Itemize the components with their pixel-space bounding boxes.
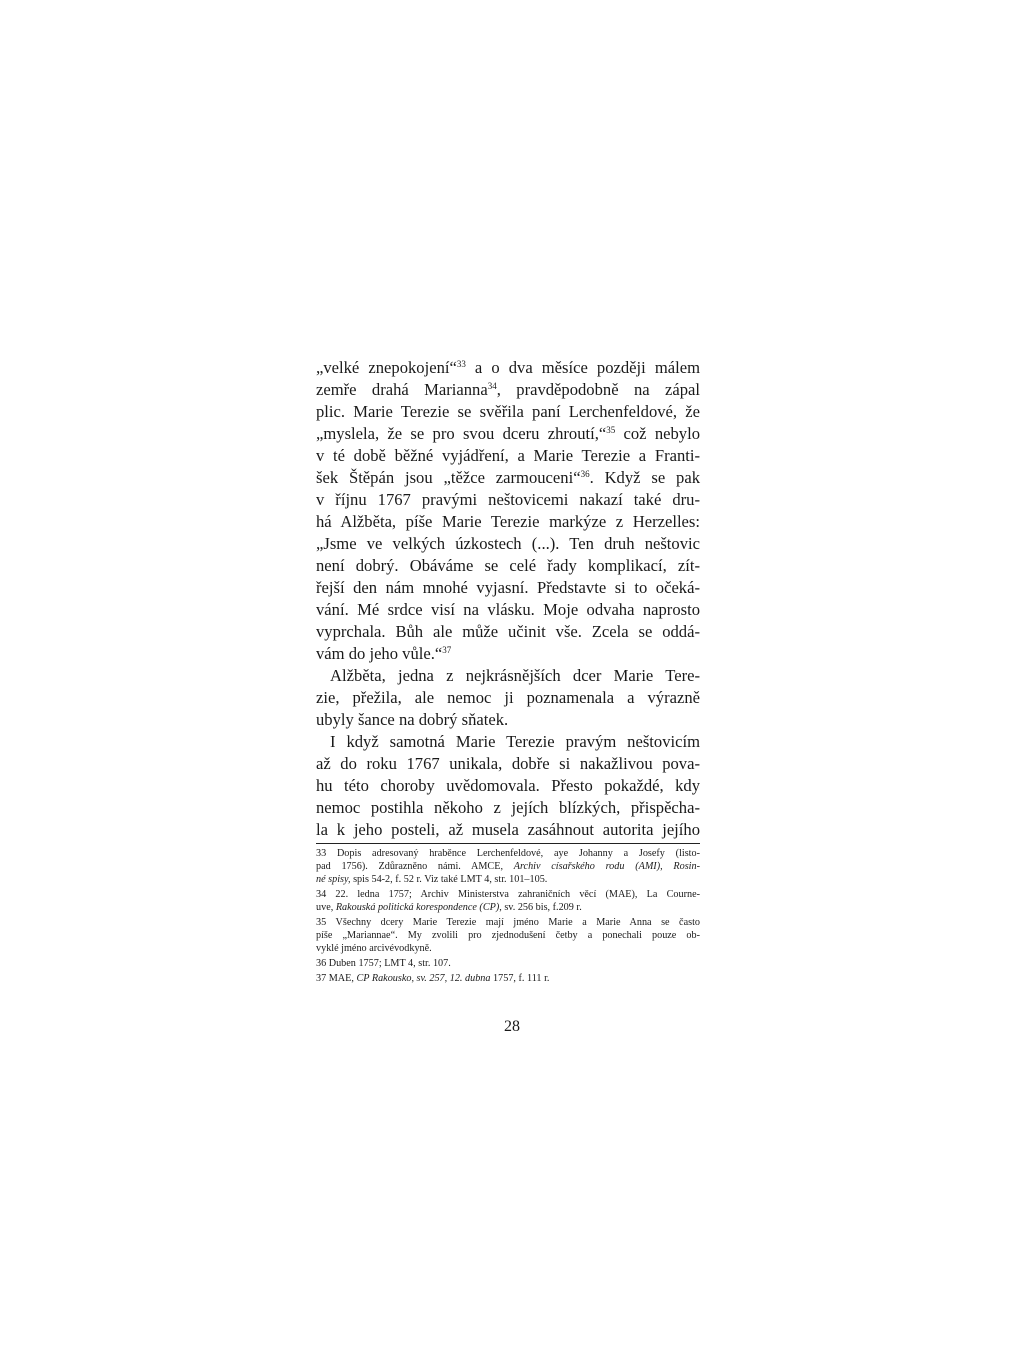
body-line: řejší den nám mnohé vyjasní. Představte si to očeká- (316, 578, 700, 597)
body-line: až do roku 1767 unikala, dobře si nakažlivou pova- (316, 754, 700, 773)
footnote-36: 36 Duben 1757; LMT 4, str. 107. (316, 958, 451, 969)
body-line: há Alžběta, píše Marie Terezie markýze z Herzelles: (316, 512, 700, 531)
footnotes (316, 847, 700, 985)
body-line: zie, přežila, ale nemoc ji poznamenala a výrazně (316, 688, 700, 707)
body-line: v říjnu 1767 pravými neštovicemi nakazí také dru- (316, 490, 700, 509)
body-line: není dobrý. Obáváme se celé řady komplikací, zít- (316, 556, 700, 575)
body-text (316, 357, 700, 841)
body-line: vání. Mé srdce visí na vlásku. Moje odvaha naprosto (316, 600, 700, 619)
body-line: vyprchala. Bůh ale může učinit vše. Zcela se oddá- (316, 622, 700, 641)
body-line: vám do jeho vůle.“$^{37}$ (316, 644, 452, 663)
footnote-35: 35 Všechny dcery Marie Terezie mají jméno Marie a Marie Anna se často píše „Mariannae“. My zvolili pro zjednodušení četby a ponechali pouze ob- vyklé jméno arcivévodkyně. (316, 917, 700, 954)
body-line: plic. Marie Terezie se svěřila paní Lerchenfeldové, že (316, 402, 700, 421)
footnote-ref-35[interactable]: 35 (606, 425, 616, 435)
footnote-ref-37[interactable]: 37 (442, 645, 452, 655)
footnote-ref-36[interactable]: 36 (580, 469, 590, 479)
body-line: v té době běžné vyjádření, a Marie Terezie a Franti- (316, 446, 700, 465)
page-text-block (316, 357, 700, 987)
footnote-34: 34 22. ledna 1757; Archiv Ministerstva zahraničních věcí (MAE), La Courne- uve, Rakouská politická korespondence (CP), sv. 256 bis, f.209 r. (316, 889, 700, 913)
body-line: la k jeho posteli, až musela zasáhnout autorita jejího (316, 820, 700, 839)
body-line: „Jsme ve velkých úzkostech (...). Ten druh neštovic (316, 534, 700, 553)
body-line: šek Štěpán jsou „těžce zarmouceni“$^{36}$. Když se pak (316, 468, 700, 487)
footnote-ref-33[interactable]: 33 (456, 359, 466, 369)
body-line: „myslela, že se pro svou dceru zhroutí,“$^{35}$ což nebylo (316, 424, 700, 443)
body-line: hu této choroby uvědomovala. Přesto pokaždé, kdy (316, 776, 700, 795)
body-line: ubyly šance na dobrý sňatek. (316, 710, 509, 729)
footnote-37: 37 MAE, CP Rakousko, sv. 257, 12. dubna 1757, f. 111 r. (316, 973, 550, 984)
footnote-divider (316, 843, 700, 844)
body-line: I když samotná Marie Terezie pravým neštovicím (330, 732, 700, 751)
page-number: 28 (504, 1018, 520, 1035)
footnote-33: 33 Dopis adresovaný hraběnce Lerchenfeldové, aye Johanny a Josefy (listo- pad 1756). Zdůrazněno námi. AMCE, Archiv císařského rodu (AMI), Rosin- né spisy, spis 54-2, f. 52 r. Viz také LMT 4, str. 101–105. (316, 848, 700, 885)
body-line: Alžběta, jedna z nejkrásnějších dcer Marie Tere- (330, 666, 700, 685)
body-line: nemoc postihla někoho z jejích blízkých, přispěcha- (316, 798, 700, 817)
body-line: „velké znepokojení“$^{33}$ a o dva měsíce později málem (316, 358, 700, 377)
body-line: zemře drahá Marianna$^{34}$, pravděpodobně na zápal (316, 380, 700, 399)
footnote-ref-34[interactable]: 34 (487, 381, 497, 391)
